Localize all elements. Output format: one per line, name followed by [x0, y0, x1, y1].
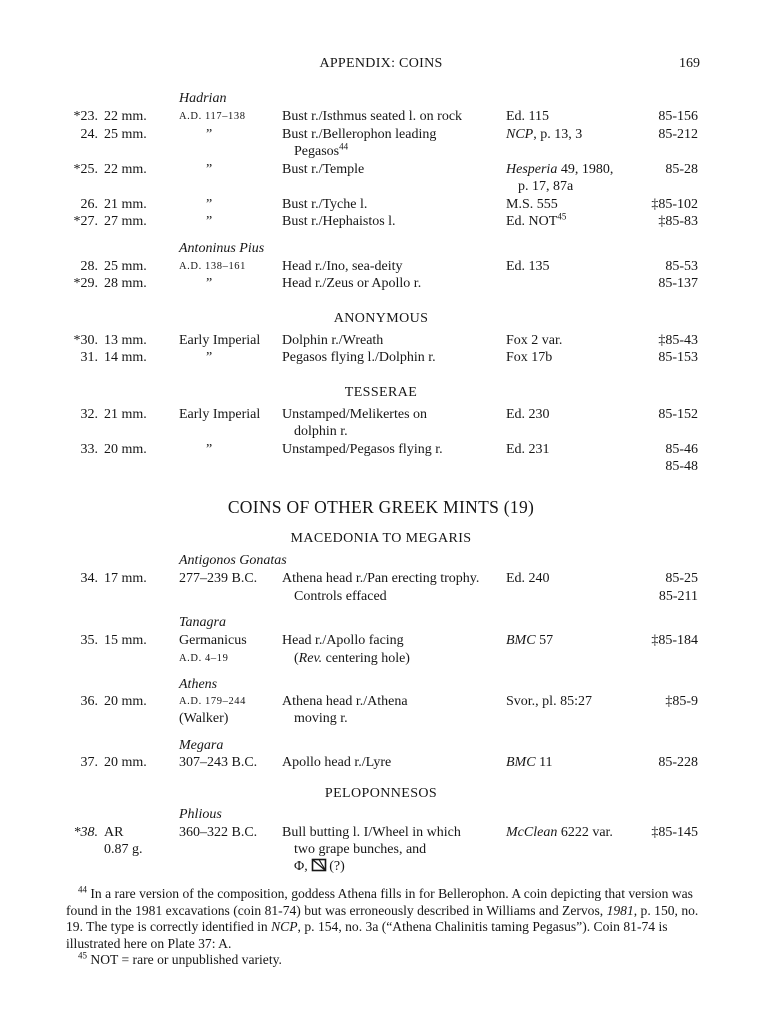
coin-description: Apollo head r./Lyre [282, 755, 392, 770]
coin-size: AR [104, 825, 124, 840]
footnote-ref-44[interactable]: 44 [339, 141, 349, 152]
coin-inventory: 85-46 [665, 442, 698, 457]
footnotes [66, 886, 708, 969]
coin-size: 28 mm. [104, 276, 147, 291]
coin-size: 20 mm. [104, 442, 147, 457]
coin-date-ditto: ” [206, 162, 213, 177]
coin-description: Head r./Apollo facing [282, 633, 404, 648]
coin-reference-work: Hesperia [506, 162, 558, 177]
coin-size: 20 mm. [104, 694, 147, 709]
page-number: 169 [679, 56, 700, 71]
coin-number: *38. [73, 825, 98, 840]
coin-reference-detail: 49, 1980, [557, 162, 614, 177]
coin-inventory: ‡85-184 [651, 633, 698, 648]
coin-number: *25. [73, 162, 98, 177]
coin-size: 22 mm. [104, 109, 147, 124]
coin-size: 13 mm. [104, 333, 147, 348]
coin-number: 26. [80, 197, 98, 212]
footnote-marker: 44 [78, 884, 87, 895]
section-heading-tesserae: TESSERAE [344, 385, 418, 400]
coin-size: 14 mm. [104, 350, 147, 365]
coin-reference-work: BMC [506, 755, 536, 770]
section-heading-anonymous: ANONYMOUS [333, 311, 429, 326]
coin-date: 307–243 B.C. [179, 755, 258, 770]
coin-number: 34. [80, 571, 98, 586]
coin-number: 36. [80, 694, 98, 709]
ruler-megara: Megara [179, 738, 224, 753]
section-heading-other-mints: COINS OF OTHER GREEK MINTS (19) [227, 497, 535, 517]
coin-number: *29. [73, 276, 98, 291]
coin-date-ditto: ” [206, 350, 213, 365]
coin-description: Pegasos flying l./Dolphin r. [282, 350, 436, 365]
coin-description: Head r./Ino, sea-deity [282, 259, 403, 274]
coin-description: Bust r./Hephaistos l. [282, 214, 396, 229]
coin-reference-cont: p. 17, 87a [518, 179, 574, 194]
ruler-athens: Athens [179, 677, 218, 692]
coin-number: 28. [80, 259, 98, 274]
ruler-tanagra: Tanagra [179, 615, 226, 630]
coin-number: 35. [80, 633, 98, 648]
coin-description-cont: dolphin r. [294, 424, 348, 439]
coin-size: 25 mm. [104, 259, 147, 274]
coin-reference: Ed. 115 [506, 109, 550, 124]
coin-size: 21 mm. [104, 197, 147, 212]
coin-date-ditto: ” [206, 442, 213, 457]
coin-inventory-cont: 85-48 [665, 459, 698, 474]
footnote-44: $^{44}$ In a rare version of the composition, goddess Athena fills in for Bellerophon. A coin depicting that version was found in the 1981 excavations (coin 81-74) but was erroneously described in Williams and Zervos, 1981, p. 150, no. 19. The type is correctly identified in NCP, p. 154, no. 3a (“Athena Chalinitis taming Pegasus”). Coin 81-74 is illustrated here on Plate 37: A. [66, 884, 699, 951]
coin-reference: Svor., pl. 85:27 [506, 694, 592, 709]
coin-inventory: ‡85-83 [658, 214, 698, 229]
coin-description: Bust r./Tyche l. [282, 197, 368, 212]
coin-size: 17 mm. [104, 571, 147, 586]
coin-reference: Ed. 230 [506, 407, 550, 422]
coin-description: Athena head r./Pan erecting trophy. [282, 571, 480, 586]
coin-number: 37. [80, 755, 98, 770]
coin-reference: Ed. NOT [506, 214, 558, 229]
coin-size: 21 mm. [104, 407, 147, 422]
coin-reference-detail: 57 [535, 633, 554, 648]
coin-number: *27. [73, 214, 98, 229]
coin-inventory: ‡85-9 [665, 694, 698, 709]
coin-inventory: 85-228 [658, 755, 698, 770]
coin-number: 24. [80, 127, 98, 142]
coin-reference: Ed. 231 [506, 442, 550, 457]
footnote-45: $^{45}$ NOT = rare or unpublished variety. [78, 950, 282, 967]
footnote-ref-45[interactable]: 45 [557, 211, 567, 222]
page-title: APPENDIX: COINS [319, 56, 443, 71]
section-heading-macedonia-megaris: MACEDONIA TO MEGARIS [290, 531, 472, 546]
ruler-antigonos-gonatas: Antigonos Gonatas [179, 553, 287, 568]
coin-inventory-cont: 85-211 [658, 589, 698, 604]
coin-reference-work: BMC [506, 633, 536, 648]
coin-reference-detail: , p. 13, 3 [533, 127, 583, 142]
coin-inventory: ‡85-102 [651, 197, 698, 212]
coin-size: 15 mm. [104, 633, 147, 648]
coin-date-ditto: ” [206, 197, 213, 212]
coin-reference: M.S. 555 [506, 197, 558, 212]
coin-reference-work: NCP [506, 127, 534, 142]
uncertain-mark: (?) [329, 859, 345, 874]
coin-inventory: 85-25 [665, 571, 698, 586]
coin-description: Bull butting l. I/Wheel in which [282, 825, 461, 840]
coin-date-cont: (Walker) [179, 711, 229, 726]
coin-date-ditto: ” [206, 276, 213, 291]
coin-reference: Fox 2 var. [506, 333, 563, 348]
coin-description: Athena head r./Athena [282, 694, 408, 709]
phi-monogram: Φ, [294, 859, 308, 874]
coin-date: 360–322 B.C. [179, 825, 258, 840]
coin-description: Bust r./Bellerophon leading [282, 127, 437, 142]
coin-date: Early Imperial [179, 333, 261, 348]
running-head [0, 55, 762, 75]
ruler-phlious: Phlious [179, 807, 222, 822]
coin-number: *30. [73, 333, 98, 348]
coin-description: Dolphin r./Wreath [282, 333, 384, 348]
coin-size: 25 mm. [104, 127, 147, 142]
coin-size: 22 mm. [104, 162, 147, 177]
coin-description-cont: two grape bunches, and [294, 842, 427, 857]
coin-description-cont: centering hole) [322, 651, 410, 666]
ruler-hadrian: Hadrian [179, 91, 227, 106]
coin-description: Unstamped/Pegasos flying r. [282, 442, 443, 457]
coin-size: 20 mm. [104, 755, 147, 770]
coin-inventory: 85-152 [658, 407, 698, 422]
coin-inventory: 85-28 [665, 162, 698, 177]
coin-inventory: ‡85-43 [658, 333, 698, 348]
coin-reference: Ed. 240 [506, 571, 550, 586]
coin-date: 277–239 B.C. [179, 571, 258, 586]
coin-date: A.D. 117–138 [179, 111, 246, 122]
section-heading-peloponnesos: PELOPONNESOS [324, 786, 438, 801]
coin-date: A.D. 138–161 [179, 261, 246, 272]
coin-date: Germanicus [179, 633, 247, 648]
coin-description: Head r./Zeus or Apollo r. [282, 276, 422, 291]
monogram-icon [311, 858, 329, 872]
coin-inventory: 85-137 [658, 276, 698, 291]
coin-description-cont: Controls effaced [294, 589, 387, 604]
coin-date: Early Imperial [179, 407, 261, 422]
reverse-abbrev: Rev. [298, 651, 323, 666]
coin-description: Unstamped/Melikertes on [282, 407, 428, 422]
coin-number: 32. [80, 407, 98, 422]
coin-number: *23. [73, 109, 98, 124]
coin-description-cont: Pegasos [294, 144, 340, 159]
coin-description-cont: moving r. [294, 711, 348, 726]
coin-reference-detail: 11 [535, 755, 553, 770]
ruler-antoninus-pius: Antoninus Pius [179, 241, 265, 256]
coin-weight: 0.87 g. [104, 842, 143, 857]
coin-date-ditto: ” [206, 127, 213, 142]
coin-reference: Ed. 135 [506, 259, 550, 274]
coin-number: 31. [80, 350, 98, 365]
coin-inventory: 85-212 [658, 127, 698, 142]
coin-date-ditto: ” [206, 214, 213, 229]
coin-description: Bust r./Temple [282, 162, 365, 177]
coin-number: 33. [80, 442, 98, 457]
footnote-marker: 45 [78, 950, 87, 961]
coin-reference-detail: 6222 var. [557, 825, 613, 840]
coin-reference-work: McClean [506, 825, 558, 840]
coin-reference: Fox 17b [506, 350, 553, 365]
coin-inventory: 85-153 [658, 350, 698, 365]
coin-description: Bust r./Isthmus seated l. on rock [282, 109, 463, 124]
coin-inventory: ‡85-145 [651, 825, 698, 840]
coin-date-cont: A.D. 4–19 [179, 653, 229, 664]
coin-inventory: 85-53 [665, 259, 698, 274]
coin-date: A.D. 179–244 [179, 696, 246, 707]
coin-size: 27 mm. [104, 214, 147, 229]
coin-inventory: 85-156 [658, 109, 698, 124]
